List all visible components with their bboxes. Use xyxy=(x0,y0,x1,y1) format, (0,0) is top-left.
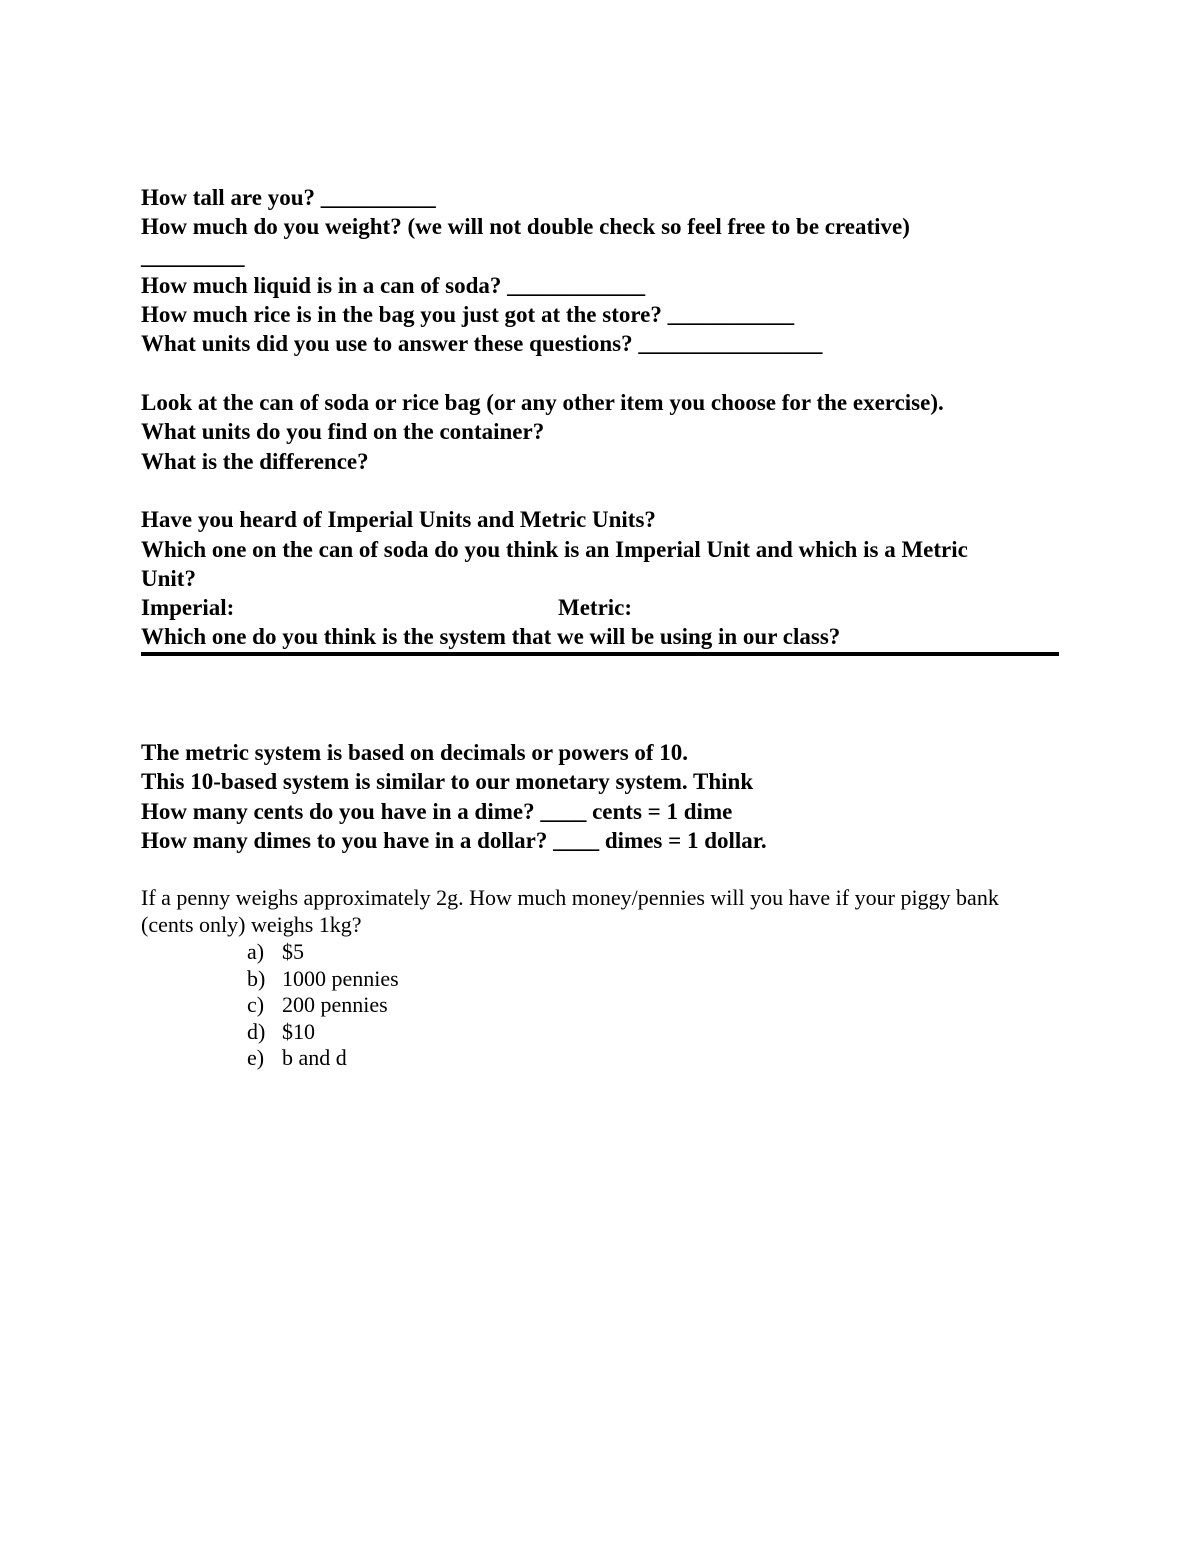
blank-line xyxy=(141,359,1061,388)
imperial-metric-row xyxy=(141,593,1061,622)
answer-blank-weight: _________ xyxy=(141,243,245,269)
question-weight: How much do you weight? (we will not double check so feel free to be creative) xyxy=(141,214,910,240)
question-rice-amount: How much rice is in the bag you just got at the store? ___________ xyxy=(141,302,795,328)
answer-option-e xyxy=(247,1044,1071,1071)
penny-question-prompt-line1: If a penny weighs approximately 2g. How much money/pennies will you have if your piggy bank xyxy=(141,885,999,910)
option-letter: b) xyxy=(247,965,266,991)
metric-label: Metric: xyxy=(558,595,633,621)
option-letter: d) xyxy=(247,1018,266,1044)
metric-monetary-comparison: This 10-based system is similar to our monetary system. Think xyxy=(141,769,754,795)
penny-question xyxy=(141,884,1071,1071)
instruction-look-at-container: Look at the can of soda or rice bag (or any other item you choose for the exercise). xyxy=(141,390,944,416)
question-dimes-in-dollar: How many dimes to you have in a dollar? ____ dimes = 1 dollar. xyxy=(141,827,767,853)
option-text: $10 xyxy=(282,1018,315,1044)
section-divider xyxy=(141,652,1059,656)
answer-option-c xyxy=(247,991,1071,1018)
question-class-system: Which one do you think is the system that we will be using in our class? xyxy=(141,624,841,650)
blank-line xyxy=(141,476,1061,505)
penny-question-prompt-line2: (cents only) weighs 1kg? xyxy=(141,912,362,937)
option-text: b and d xyxy=(282,1045,347,1070)
question-soda-liquid: How much liquid is in a can of soda? ____________ xyxy=(141,272,646,298)
option-letter: a) xyxy=(247,939,265,964)
option-text: $5 xyxy=(282,939,304,964)
option-text: 200 pennies xyxy=(282,992,388,1017)
question-which-unit-line1: Which one on the can of soda do you think is an Imperial Unit and which is a Metric xyxy=(141,536,968,562)
question-difference: What is the difference? xyxy=(141,448,369,474)
question-units-on-container: What units do you find on the container? xyxy=(141,419,545,445)
answer-option-a xyxy=(247,938,1071,965)
option-text: 1000 pennies xyxy=(282,965,399,991)
answer-option-b xyxy=(247,965,1071,992)
intro-questions xyxy=(141,183,1061,652)
option-letter: e) xyxy=(247,1045,265,1070)
question-units-used: What units did you use to answer these questions? ________________ xyxy=(141,331,823,357)
metric-intro: The metric system is based on decimals or powers of 10. xyxy=(141,740,689,765)
answer-options xyxy=(141,938,1071,1071)
question-cents-in-dime: How many cents do you have in a dime? ____ cents = 1 dime xyxy=(141,798,733,824)
question-height: How tall are you? __________ xyxy=(141,185,436,210)
option-letter: c) xyxy=(247,992,265,1017)
imperial-label: Imperial: xyxy=(141,595,235,621)
question-which-unit-line2: Unit? xyxy=(141,565,196,591)
metric-section xyxy=(141,738,1061,855)
answer-option-d xyxy=(247,1018,1071,1045)
question-heard-of-units: Have you heard of Imperial Units and Metric Units? xyxy=(141,507,656,533)
